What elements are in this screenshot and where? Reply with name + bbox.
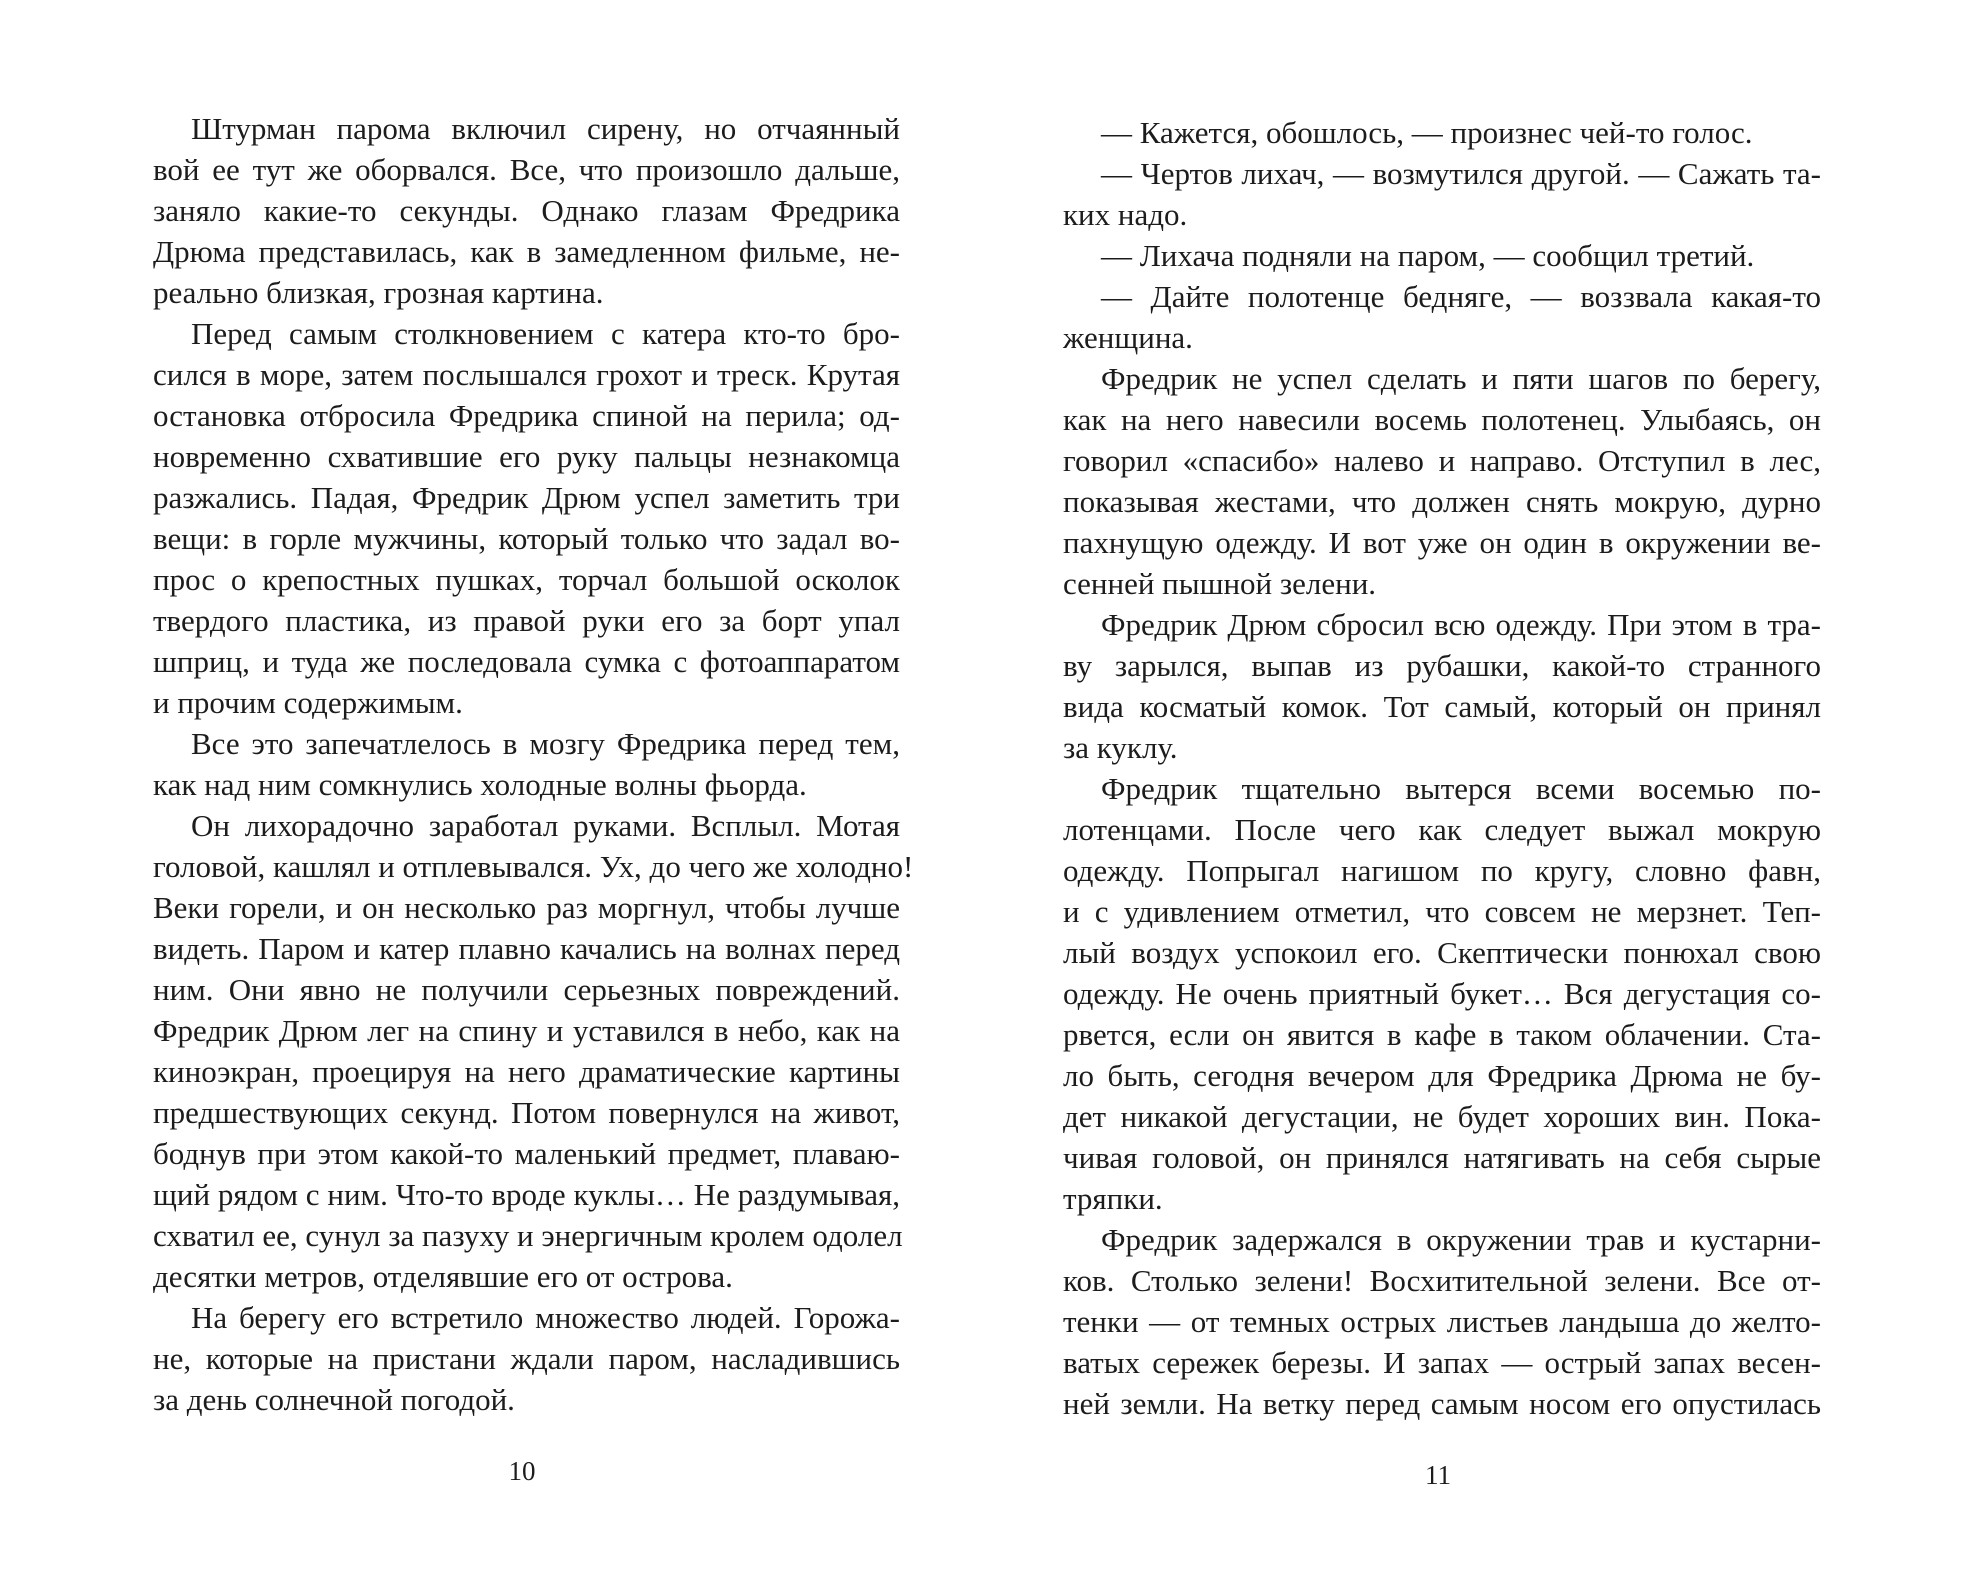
text-line: говорил «спасибо» налево и направо. Отступил в лес, [1063,443,1821,478]
text-line: предшествующих секунд. Потом повернулся на живот, [153,1095,900,1130]
text-line: Веки горели, и он несколько раз моргнул, чтобы лучше [153,890,900,925]
text-line: десятки метров, отделявшие его от острова. [153,1259,733,1294]
paragraph [1063,235,1821,276]
paragraph [1063,112,1821,153]
paragraph [153,723,900,805]
text-line: разжались. Падая, Фредрик Дрюм успел заметить три [153,480,900,515]
text-line: боднув при этом какой-то маленький предмет, плаваю- [153,1136,900,1171]
text-line: и прочим содержимым. [153,685,463,720]
text-line: ватых сережек березы. И запах — острый запах весен- [1063,1345,1821,1380]
paragraph [1063,1219,1821,1424]
text-line: схватил ее, сунул за пазуху и энергичным кролем одолел [153,1218,903,1253]
text-line: Все это запечатлелось в мозгу Фредрика перед тем, [191,726,900,761]
text-line: сился в море, затем послышался грохот и треск. Крутая [153,357,900,392]
text-line: новременно схватившие его руку пальцы незнакомца [153,439,900,474]
text-line: щий рядом с ним. Что-то вроде куклы… Не раздумывая, [153,1177,900,1212]
paragraph [153,1297,900,1420]
text-line: Фредрик тщательно вытерся всеми восемью по- [1101,771,1821,806]
text-line: не, которые на пристани ждали паром, насладившись [153,1341,900,1376]
text-line: вещи: в горле мужчины, который только что задал во- [153,521,900,556]
text-line: ней земли. На ветку перед самым носом его опустилась [1063,1386,1821,1421]
text-line: дет никакой дегустации, не будет хороших вин. Пока- [1063,1099,1821,1134]
text-line: киноэкран, проецируя на него драматические картины [153,1054,900,1089]
text-line: видеть. Паром и катер плавно качались на волнах перед [153,931,900,966]
text-line: тряпки. [1063,1181,1163,1216]
text-line: за куклу. [1063,730,1178,765]
text-line: прос о крепостных пушках, торчал большой осколок [153,562,900,597]
text-line: Дрюма представилась, как в замедленном фильме, не- [153,234,900,269]
text-line: — Лихача подняли на паром, — сообщил третий. [1101,238,1755,273]
text-line: пахнущую одежду. И вот уже он один в окружении ве- [1063,525,1821,560]
text-line: показывая жестами, что должен снять мокрую, дурно [1063,484,1821,519]
text-line: сенней пышной зелени. [1063,566,1377,601]
text-line: — Дайте полотенце бедняге, — воззвала какая-то [1101,279,1821,314]
text-line: как на него навесили восемь полотенец. Улыбаясь, он [1063,402,1821,437]
text-line: Фредрик Дрюм лег на спину и уставился в небо, как на [153,1013,900,1048]
paragraph [1063,604,1821,768]
text-line: одежду. Попрыгал нагишом по кругу, словно фавн, [1063,853,1821,888]
text-line: ких надо. [1063,197,1188,232]
text-line: вой ее тут же оборвался. Все, что произошло дальше, [153,152,900,187]
text-line: заняло какие-то секунды. Однако глазам Фредрика [153,193,900,228]
text-line: одежду. Не очень приятный букет… Вся дегустация со- [1063,976,1821,1011]
text-line: женщина. [1063,320,1193,355]
page-number-right: 11 [1425,1460,1451,1490]
text-line: Штурман парома включил сирену, но отчаянный [191,111,900,146]
paragraph [1063,358,1821,604]
text-line: шприц, и туда же последовала сумка с фотоаппаратом [153,644,900,679]
text-line: Фредрик Дрюм сбросил всю одежду. При этом в тра- [1101,607,1821,642]
text-line: лый воздух успокоил его. Скептически понюхал свою [1063,935,1821,970]
text-line: — Чертов лихач, — возмутился другой. — Сажать та- [1101,156,1821,191]
text-line: На берегу его встретило множество людей. Горожа- [191,1300,900,1335]
text-line: твердого пластика, из правой руки его за борт упал [153,603,900,638]
text-line: — Кажется, обошлось, — произнес чей-то голос. [1101,115,1753,150]
paragraph [1063,768,1821,1219]
text-line: остановка отбросила Фредрика спиной на перила; од- [153,398,900,433]
text-line: чивая головой, он принялся натягивать на себя сырые [1063,1140,1821,1175]
paragraph [153,805,914,1297]
text-line: реально близкая, грозная картина. [153,275,604,310]
text-line: ло быть, сегодня вечером для Фредрика Дрюма не бу- [1063,1058,1821,1093]
text-line: как над ним сомкнулись холодные волны фьорда. [153,767,807,802]
text-line: тенки — от темных острых листьев ландыша до желто- [1063,1304,1821,1339]
text-line: лотенцами. После чего как следует выжал мокрую [1063,812,1821,847]
paragraph [1063,276,1821,358]
text-line: Он лихорадочно заработал руками. Всплыл. Мотая [191,808,900,843]
text-line: за день солнечной погодой. [153,1382,515,1417]
text-line: Фредрик задержался в окружении трав и кустарни- [1101,1222,1821,1257]
page-number-left: 10 [508,1456,536,1486]
text-line: вида косматый комок. Тот самый, который он принял [1063,689,1821,724]
text-line: Фредрик не успел сделать и пяти шагов по берегу, [1101,361,1821,396]
text-line: рвется, если он явится в кафе в таком облачении. Ста- [1063,1017,1821,1052]
left-page-text [153,108,914,1420]
paragraph [153,313,900,723]
paragraph [1063,153,1821,235]
paragraph [153,108,900,313]
text-line: Перед самым столкновением с катера кто-то бро- [191,316,900,351]
right-page-text [1063,112,1821,1424]
text-line: ков. Столько зелени! Восхитительной зелени. Все от- [1063,1263,1821,1298]
text-line: головой, кашлял и отплевывался. Ух, до чего же холодно! [153,849,914,884]
text-line: ву зарылся, выпав из рубашки, какой-то странного [1063,648,1821,683]
text-line: и с удивлением отметил, что совсем не мерзнет. Теп- [1063,894,1821,929]
text-line: ним. Они явно не получили серьезных повреждений. [153,972,900,1007]
